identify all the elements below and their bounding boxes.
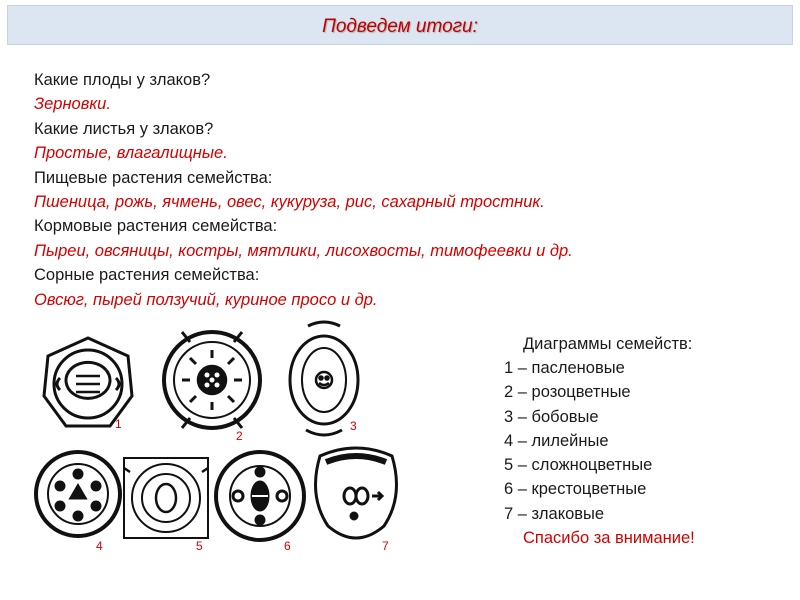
title-bar [7,5,793,45]
diagram-legend [504,332,784,550]
question-5: Сорные растения семейства: [34,266,260,285]
answer-5: Овсюг, пырей ползучий, куриное просо и др. [34,290,378,309]
answer-4: Пыреи, овсяницы, костры, мятлики, лисохвосты, тимофеевки и др. [34,241,573,260]
legend-item-4: 4 – лилейные [504,431,609,450]
question-2: Какие листья у злаков? [34,119,214,138]
legend-item-7: 7 – злаковые [504,504,605,523]
flower-diagram-3 [290,322,358,435]
diagram-number-4: 4 [96,539,103,553]
legend-item-2: 2 – розоцветные [504,383,631,402]
thanks-text: Спасибо за внимание! [523,529,695,548]
diagram-number-3: 3 [350,419,357,433]
legend-item-1: 1 – пасленовые [504,359,625,377]
diagram-number-5: 5 [196,539,203,553]
flower-diagram-1 [44,338,132,426]
legend-item-6: 6 – крестоцветные [504,480,647,499]
diagram-number-6: 6 [284,539,291,553]
qa-block [34,68,774,312]
flower-diagram-4 [36,452,120,536]
answer-2: Простые, влагалищные. [34,144,228,163]
flower-diagram-5 [124,458,208,538]
question-3: Пищевые растения семейства: [34,168,273,187]
flower-diagram-6 [216,452,304,540]
legend-item-3: 3 – бобовые [504,407,599,426]
question-1: Какие плоды у злаков? [34,71,211,89]
answer-3: Пшеница, рожь, ячмень, овес, кукуруза, рис, сахарный тростник. [34,193,545,212]
diagram-number-1: 1 [115,417,122,431]
flower-diagrams [0,318,500,600]
flower-diagram-2 [164,332,260,428]
flower-diagram-7 [316,448,397,538]
answer-1: Зерновки. [34,95,111,114]
legend-item-5: 5 – сложноцветные [504,456,653,475]
page-title: Подведем итоги: [322,16,478,37]
diagram-number-7: 7 [382,539,389,553]
question-4: Кормовые растения семейства: [34,217,278,236]
diagram-number-2: 2 [236,429,243,443]
legend-heading: Диаграммы семейств: [523,335,693,353]
